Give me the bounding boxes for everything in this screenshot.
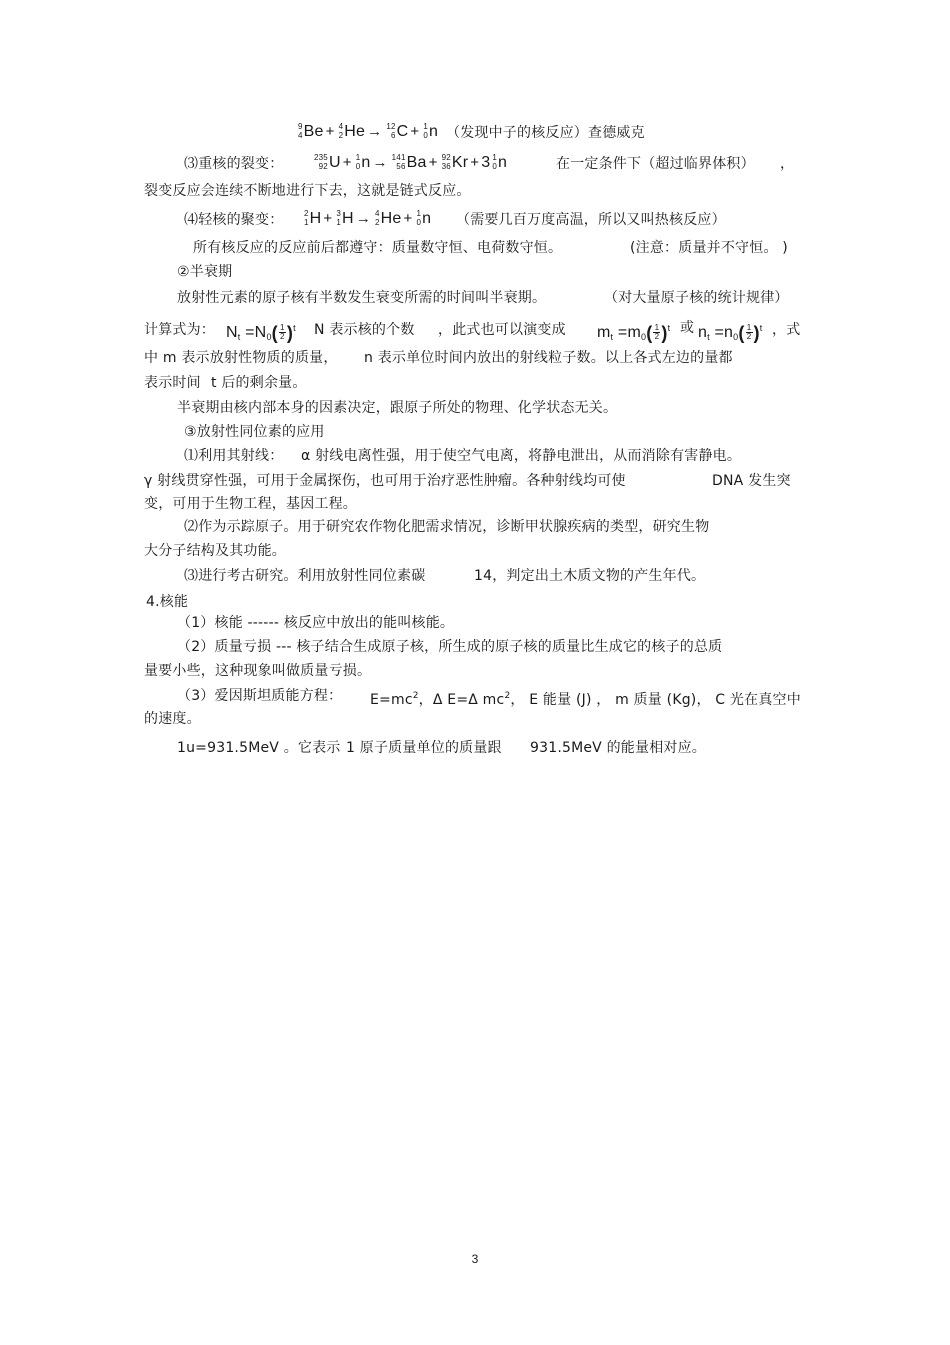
application-1-tail: 变，可用于生物工程，基因工程。 <box>144 496 357 512</box>
application-3-a: ⑶进行考古研究。利用放射性同位素碳 <box>184 568 426 584</box>
amu-text-c: 931.5MeV 的能量相对应。 <box>530 740 706 756</box>
conservation-text: 所有核反应的反应前后都遵守：质量数守恒、电荷数守恒。 <box>193 240 563 256</box>
nuclear-energy-1: （1）核能 ------ 核反应中放出的能叫核能。 <box>177 615 455 631</box>
nuclide-he: 4 2 He <box>375 208 402 227</box>
formula-or: 或 <box>680 320 695 336</box>
amu-text-b: 1 原子质量单位的质量跟 <box>346 740 502 756</box>
remaining-text-a: 表示时间 <box>144 375 201 391</box>
fission-label: ⑶重核的裂变： <box>184 156 284 172</box>
nuclide-be: 9 4 Be <box>298 121 324 140</box>
formula-explain-a: 中 m 表示放射性物质的质量， <box>144 350 338 366</box>
formula-explain-b: n 表示单位时间内放出的射线粒子数。以上各式左边的量都 <box>364 350 733 366</box>
application-3-b: 14，判定出土木质文物的产生年代。 <box>474 568 706 584</box>
fission-note: 在一定条件下（超过临界体积） <box>556 156 755 172</box>
amu-text-a: 1u=931.5MeV 。它表示 <box>177 740 341 756</box>
reaction-neutron-discovery: 9 4 Be + 4 2 He → 12 6 C + 1 0 n <box>298 121 439 140</box>
chain-reaction-text: 裂变反应会连续不断地进行下去，这就是链式反应。 <box>144 183 471 199</box>
einstein-tail: 的速度。 <box>144 711 201 727</box>
formula-n: $N_t =N_0$( $\frac{1}{2}$ )$^t$ <box>226 322 296 343</box>
application-2: ⑵作为示踪原子。用于研究农作物化肥需求情况，诊断甲状腺疾病的类型，研究生物 <box>184 519 710 535</box>
formula-n-desc: N 表示核的个数 <box>314 322 415 338</box>
conservation-note: (注意：质量并不守恒。 ) <box>630 240 788 256</box>
formula-label: 计算式为： <box>144 322 215 338</box>
application-1-alpha: α 射线电离性强，用于使空气电离，将静电泄出，从而消除有害静电。 <box>301 448 742 464</box>
fission-comma: ， <box>780 156 795 172</box>
nuclide-kr: 92 36 Kr <box>441 152 469 171</box>
nuclide-n: 1 0 n <box>423 121 439 140</box>
nuclide-h2: 2 1 H <box>304 208 322 227</box>
half-life-factor: 半衰期由核内部本身的因素决定，跟原子所处的物理、化学状态无关。 <box>177 400 618 416</box>
section-half-life: ②半衰期 <box>177 264 233 280</box>
reaction-fission: 235 92 U + 1 0 n → 141 56 Ba + 92 36 Kr + 3 1 0 n <box>314 152 508 171</box>
nuclide-n: 1 0 n <box>416 208 432 227</box>
nuclide-c: 12 6 C <box>386 121 409 140</box>
remaining-text-b: t 后的剩余量。 <box>211 375 307 391</box>
einstein-label: （3）爱因斯坦质能方程： <box>177 688 343 704</box>
page-number: 3 <box>471 1252 479 1266</box>
section-isotope-application: ③放射性同位素的应用 <box>184 424 325 440</box>
fusion-note: （需要几百万度高温，所以又叫热核反应） <box>456 212 726 228</box>
nuclide-n: 1 0 n <box>492 152 508 171</box>
half-life-definition: 放射性元素的原子核有半数发生衰变所需的时间叫半衰期。 <box>177 290 547 306</box>
formula-tail: ，式 <box>772 322 801 338</box>
application-2-tail: 大分子结构及其功能。 <box>144 543 286 559</box>
nuclide-he: 4 2 He <box>338 121 366 140</box>
formula-transform-text: ，此式也可以演变成 <box>438 322 566 338</box>
nuclide-h3: 3 1 H <box>336 208 354 227</box>
nuclide-u: 235 92 U <box>314 152 341 171</box>
application-1-dna: DNA 发生突 <box>712 473 791 489</box>
reaction-fusion: 2 1 H + 3 1 H → 4 2 He + 1 0 n <box>304 208 432 227</box>
application-1-gamma: γ 射线贯穿性强，可用于金属探伤，也可用于治疗恶性肿瘤。各种射线均可使 <box>144 473 626 489</box>
reaction-note: （发现中子的核反应）查德威克 <box>446 125 645 141</box>
section-nuclear-energy: 4.核能 <box>146 594 189 610</box>
formula-n-rate: $n_t =n_0$( $\frac{1}{2}$ )$^t$ <box>698 322 763 343</box>
application-1-label: ⑴利用其射线： <box>184 448 284 464</box>
nuclear-energy-2: （2）质量亏损 --- 核子结合生成原子核，所生成的原子核的质量比生成它的核子的总质 <box>177 639 723 655</box>
nuclide-n: 1 0 n <box>355 152 371 171</box>
einstein-equation: $E=mc^2$，Δ E=Δ $mc^2$， E 能量 (J) ， m 质量 (Kg)， C 光在真空中 <box>370 691 801 708</box>
fusion-label: ⑷轻核的聚变： <box>184 212 284 228</box>
nuclear-energy-2-tail: 量要小些，这种现象叫做质量亏损。 <box>144 663 372 679</box>
formula-m: $m_t =m_0$( $\frac{1}{2}$ )$^t$ <box>597 322 671 343</box>
half-life-note: （对大量原子核的统计规律） <box>604 290 789 306</box>
nuclide-ba: 141 56 Ba <box>391 152 427 171</box>
